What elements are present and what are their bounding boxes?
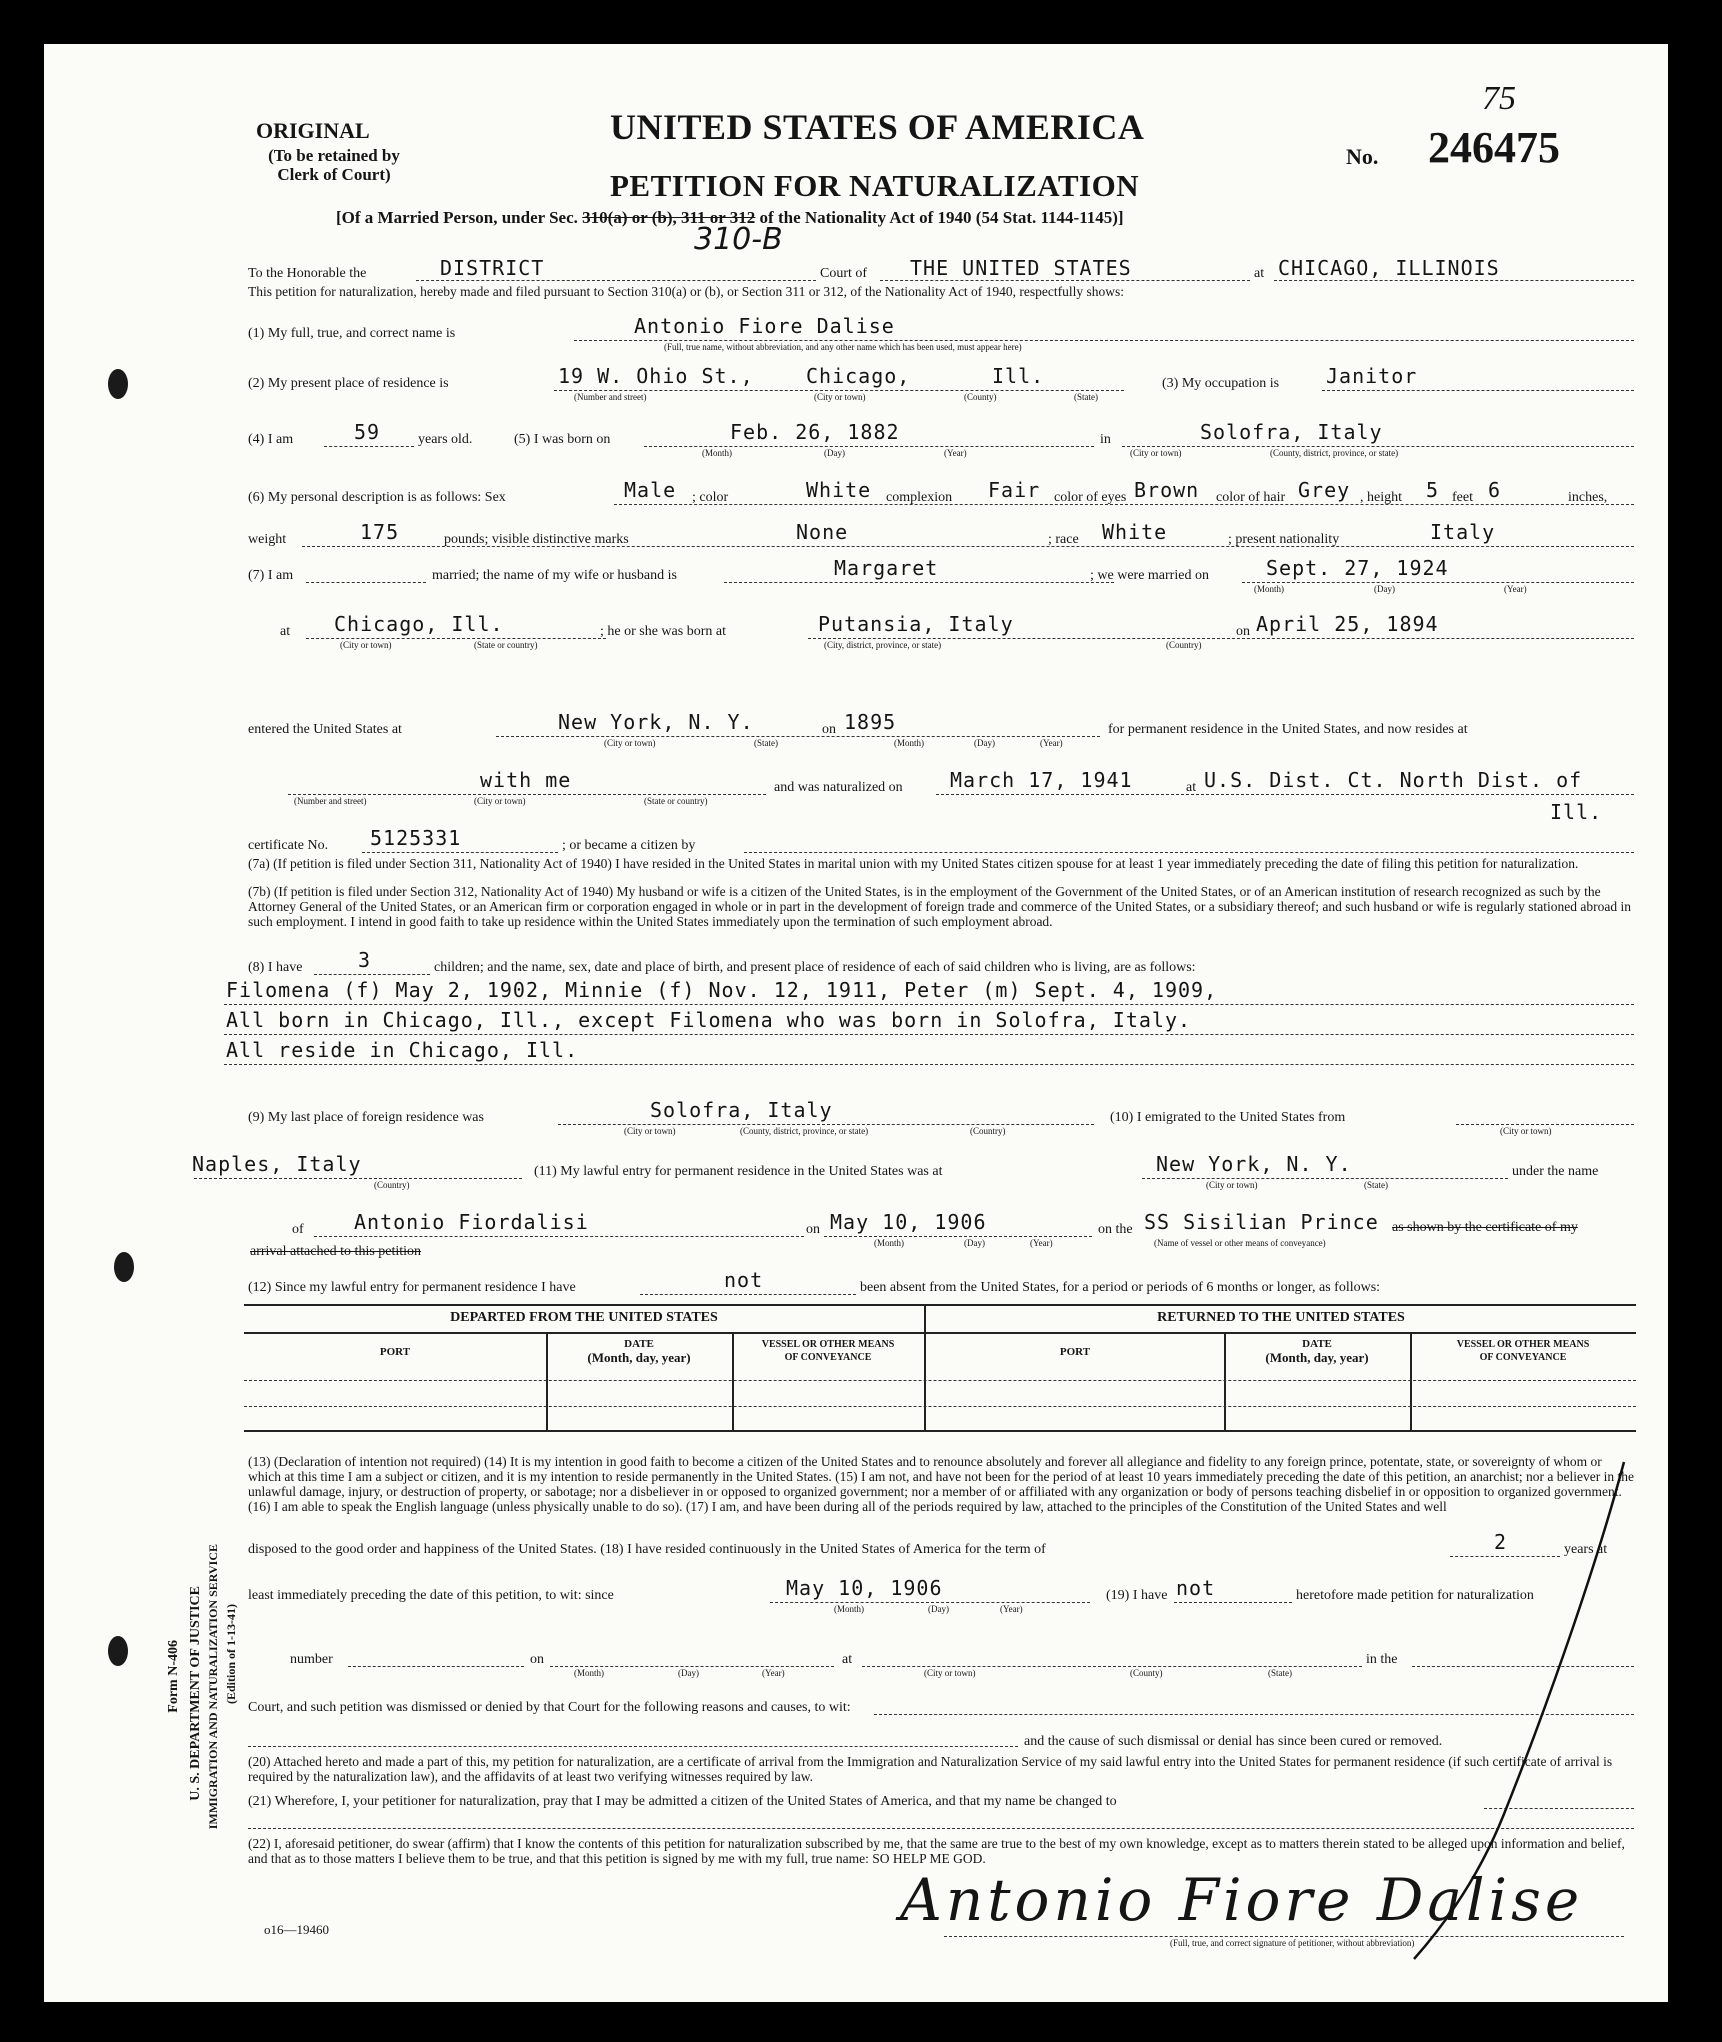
f7-married-on: ; we were married on [1090, 568, 1209, 583]
caption: (City, district, province, or state) [824, 640, 942, 650]
punch-hole [108, 1636, 128, 1666]
f1-caption: (Full, true name, without abbreviation, and any other name which has been used, must appear here) [664, 342, 1022, 352]
f22-text: (22) I, aforesaid petitioner, do swear (affirm) that I know the contents of this petition for naturalization subscribed by me, that the same are true to the best of my own knowledge, except as to matters therein stated to be alleged upon information and belief, and that as to those matters I believe them to be true, and that this petition is signed by me with my full, true name: SO HELP ME GOD. [248, 1836, 1625, 1866]
caption: (City or town) [604, 738, 656, 748]
f19-cured: and the cause of such dismissal or denial has since been cured or removed. [1024, 1734, 1443, 1749]
caption: (City or town) [1500, 1126, 1552, 1136]
color: White [806, 478, 872, 502]
f19-label: (19) I have [1106, 1588, 1168, 1603]
caption: (Year) [1040, 738, 1063, 748]
f4-suffix: years old. [418, 432, 473, 447]
f7-label: (7) I am [248, 568, 294, 583]
caption: (Month) [894, 738, 924, 748]
f7a-text: (7a) (If petition is filed under Section 311, Nationality Act of 1940) I have resided in the United States in marital union with my United States citizen spouse for at least 1 year immediately preceding the date of filing this petition for naturalization. [248, 856, 1579, 871]
f7-perm-label: for permanent residence in the United States, and now resides at [1108, 722, 1468, 737]
caption: (Number and street) [294, 796, 367, 806]
form-title: PETITION FOR NATURALIZATION [610, 168, 1140, 203]
race: White [1102, 520, 1168, 544]
sex: Male [624, 478, 677, 502]
caption: (City or town) [1206, 1180, 1258, 1190]
birth-date: Feb. 26, 1882 [730, 420, 900, 444]
retained-note: (To be retained by Clerk of Court) [268, 146, 400, 184]
caption: (Day) [678, 1668, 699, 1678]
intro-text: This petition for naturalization, hereby made and filed pursuant to Section 310(a) or (b), or Section 311 or 312, of the Nationality Act of 1940, respectfully shows: [248, 284, 1125, 299]
absence-value: not [724, 1268, 764, 1292]
f7-naturalized-at: at [1186, 780, 1197, 795]
departed-header: DEPARTED FROM THE UNITED STATES [450, 1310, 718, 1325]
side-edition: (Edition of 1-13-41) [224, 1604, 238, 1704]
caption: (State) [1364, 1180, 1388, 1190]
vessel-header: VESSEL OR OTHER MEANS OF CONVEYANCE [761, 1339, 895, 1363]
f4-label: (4) I am [248, 432, 294, 447]
port-header: PORT [379, 1346, 411, 1358]
spouse-resides: with me [480, 768, 572, 792]
caption: (Country) [970, 1126, 1006, 1136]
spouse-birthdate: April 25, 1894 [1256, 612, 1439, 636]
f12-label-b: been absent from the United States, for a period or periods of 6 months or longer, as follows: [860, 1280, 1381, 1295]
caption: (City or town) [340, 640, 392, 650]
weight: 175 [360, 520, 400, 544]
f18-since-label: least immediately preceding the date of this petition, to wit: since [248, 1588, 614, 1603]
caption: (Country) [374, 1180, 410, 1190]
returned-header: RETURNED TO THE UNITED STATES [1157, 1310, 1405, 1325]
f6-feet-label: feet [1452, 490, 1473, 505]
side-form-number: Form N-406 [166, 1640, 181, 1713]
complexion: Fair [988, 478, 1041, 502]
caption: (Year) [944, 448, 967, 458]
caption: (Day) [928, 1604, 949, 1614]
emigrated-from: Naples, Italy [192, 1152, 362, 1176]
f11-label: (11) My lawful entry for permanent residence in the United States was at [534, 1164, 943, 1179]
side-department: U. S. DEPARTMENT OF JUSTICE [188, 1586, 203, 1801]
signature-caption: (Full, true, and correct signature of petitioner, without abbreviation) [1170, 1938, 1415, 1948]
caption: (Day) [1374, 584, 1395, 594]
spouse-entry-date: 1895 [844, 710, 897, 734]
marriage-place: Chicago, Ill. [334, 612, 504, 636]
f18-years-at: years at [1564, 1542, 1608, 1557]
caption: (County) [964, 392, 997, 402]
caption: (City or town) [474, 796, 526, 806]
f3-label: (3) My occupation is [1162, 376, 1280, 391]
caption: (State or country) [474, 640, 538, 650]
caption: (Name of vessel or other means of conveyance) [1154, 1238, 1326, 1248]
age: 59 [354, 420, 381, 444]
f7-born-label: ; he or she was born at [600, 624, 726, 639]
marriage-date: Sept. 27, 1924 [1266, 556, 1449, 580]
caption: (City or town) [924, 1668, 976, 1678]
f2-label: (2) My present place of residence is [248, 376, 449, 391]
full-name: Antonio Fiore Dalise [634, 314, 895, 338]
subtitle: [Of a Married Person, under Sec. 310(a) or (b), 311 or 312 of the Nationality Act of 1940 (54 Stat. 1144-1145)] [336, 208, 1124, 227]
caption: (Month) [702, 448, 732, 458]
f6-marks-label: pounds; visible distinctive marks [444, 532, 629, 547]
children-count: 3 [358, 948, 372, 972]
previous-petition: not [1176, 1576, 1216, 1600]
residence-since: May 10, 1906 [786, 1576, 943, 1600]
vessel-name: SS Sisilian Prince [1144, 1210, 1379, 1234]
court-type: DISTRICT [440, 256, 545, 280]
caption: (County, district, province, or state) [740, 1126, 869, 1136]
residence-state: Ill. [992, 364, 1045, 388]
caption: (City or town) [1130, 448, 1182, 458]
entry-date: May 10, 1906 [830, 1210, 987, 1234]
naturalized-court-state: Ill. [1550, 800, 1603, 824]
f6-label: (6) My personal description is as follows: Sex [248, 490, 506, 505]
caption: (State) [1268, 1668, 1292, 1678]
naturalized-date: March 17, 1941 [950, 768, 1133, 792]
f19-label-b: heretofore made petition for naturalization [1296, 1588, 1534, 1603]
petition-page [44, 44, 1668, 2002]
f6-complexion-label: complexion [886, 490, 953, 505]
f6-hair-label: color of hair [1216, 490, 1286, 505]
caption: (County, district, province, or state) [1270, 448, 1399, 458]
children-line-2: All born in Chicago, Ill., except Filomena who was born in Solofra, Italy. [226, 1008, 1192, 1032]
eye-color: Brown [1134, 478, 1200, 502]
caption: (Day) [974, 738, 995, 748]
f7-at: at [280, 624, 291, 639]
caption: (Day) [824, 448, 845, 458]
caption: (State) [754, 738, 778, 748]
nationality: Italy [1430, 520, 1496, 544]
height-feet: 5 [1426, 478, 1440, 502]
check-mark-icon [1394, 1454, 1634, 1974]
f20-text: (20) Attached hereto and made a part of this, my petition for naturalization, are a certificate of arrival from the Immigration and Naturalization Service of my said lawful entry into the United States for permanent residence (if such certificate of arrival is required by the naturalization law), and the affidavits of at least two verifying witnesses required by law. [248, 1754, 1613, 1784]
vessel-header: VESSEL OR OTHER MEANS OF CONVEYANCE [1456, 1339, 1590, 1363]
f19-on: on [530, 1652, 544, 1667]
f18-label: disposed to the good order and happiness of the United States. (18) I have resided continuously in the United States of America for the term of [248, 1542, 1046, 1557]
residence-years: 2 [1494, 1530, 1508, 1554]
caption: (Month) [1254, 584, 1284, 594]
birth-place: Solofra, Italy [1200, 420, 1383, 444]
port-header: PORT [1059, 1346, 1091, 1358]
section-handwritten: 310-B [694, 222, 783, 257]
original-label: ORIGINAL [256, 118, 370, 143]
f9-label: (9) My last place of foreign residence was [248, 1110, 484, 1125]
court-of: Court of [820, 266, 868, 281]
caption: (Month) [574, 1668, 604, 1678]
caption: (Month) [834, 1604, 864, 1614]
date-header: DATE (Month, day, year) [1265, 1338, 1369, 1365]
f19-at: at [842, 1652, 853, 1667]
to-label: To the Honorable the [248, 266, 367, 281]
caption: (State or country) [644, 796, 708, 806]
f7-cert-label: certificate No. [248, 838, 329, 853]
f11-of: of [292, 1222, 304, 1237]
f19-in-the: in the [1366, 1652, 1398, 1667]
caption: (Year) [1030, 1238, 1053, 1248]
caption: (City or town) [814, 392, 866, 402]
f7-citizen-label: ; or became a citizen by [562, 838, 696, 853]
struck-text: arrival attached to this petition [250, 1244, 422, 1259]
f10-label: (10) I emigrated to the United States from [1110, 1110, 1346, 1125]
distinctive-marks: None [796, 520, 849, 544]
residence-city: Chicago, [806, 364, 911, 388]
caption: (Country) [1166, 640, 1202, 650]
f5-label: (5) I was born on [514, 432, 611, 447]
caption: (Month) [874, 1238, 904, 1248]
f6-eyes-label: color of eyes [1054, 490, 1127, 505]
country-title: UNITED STATES OF AMERICA [610, 107, 1145, 147]
date-header: DATE (Month, day, year) [587, 1338, 691, 1365]
spouse-birthplace: Putansia, Italy [818, 612, 1014, 636]
f19-number: number [290, 1652, 333, 1667]
f7-on: on [1236, 624, 1250, 639]
caption: (Year) [1504, 584, 1527, 594]
occupation: Janitor [1326, 364, 1418, 388]
f11-vessel-on: on the [1098, 1222, 1133, 1237]
f6-height-label: , height [1360, 490, 1402, 505]
punch-hole [108, 369, 128, 399]
f7-naturalized-label: and was naturalized on [774, 780, 903, 795]
children-line-1: Filomena (f) May 2, 1902, Minnie (f) Nov. 12, 1911, Peter (m) Sept. 4, 1909, [226, 978, 1218, 1002]
spouse-name: Margaret [834, 556, 939, 580]
height-inches: 6 [1488, 478, 1502, 502]
f7b-text: (7b) (If petition is filed under Section 312, Nationality Act of 1940) My husband or wife is a citizen of the United States, is in the employment of the Government of the United States, or of an American institution of research recognized as such by the Attorney General of the United States, or an American firm or corporation engaged in whole or in part in the development of foreign trade and commerce of the United States, or a subsidiary thereof; and such husband or wife is regularly stationed abroad in such employment. I intend in good faith to take up residence within the United States immediately upon the termination of such employment abroad. [248, 884, 1631, 929]
entry-port: New York, N. Y. [1156, 1152, 1352, 1176]
punch-hole [114, 1252, 134, 1282]
f11-on: on [806, 1222, 820, 1237]
certificate-number: 5125331 [370, 826, 462, 850]
court-name: THE UNITED STATES [910, 256, 1132, 280]
f7-entered-label: entered the United States at [248, 722, 402, 737]
f6-inches-label: inches, [1568, 490, 1608, 505]
caption: (Year) [1000, 1604, 1023, 1614]
residence-street: 19 W. Ohio St., [558, 364, 754, 388]
struck-text: as shown by the certificate of my [1392, 1220, 1578, 1235]
f12-label: (12) Since my lawful entry for permanent residence I have [248, 1280, 576, 1295]
f21-text: (21) Wherefore, I, your petitioner for naturalization, pray that I may be admitted a citizen of the United States of America, and that my name be changed to [248, 1794, 1117, 1809]
f6-nationality-label: ; present nationality [1228, 532, 1340, 547]
no-label: No. [1346, 144, 1379, 169]
f1-label: (1) My full, true, and correct name is [248, 326, 456, 341]
print-code: o16—19460 [264, 1922, 329, 1937]
f8-label: (8) I have [248, 960, 303, 975]
f7-married-label: married; the name of my wife or husband is [432, 568, 677, 583]
hair-color: Grey [1298, 478, 1351, 502]
f7-entry-on: on [822, 722, 836, 737]
petition-number-annotation: 75 [1482, 80, 1516, 117]
naturalized-court: U.S. Dist. Ct. North Dist. of [1204, 768, 1583, 792]
f6-weight-label: weight [248, 532, 287, 547]
f6-color-label: ; color [692, 490, 729, 505]
caption: (State) [1074, 392, 1098, 402]
f8-label-b: children; and the name, sex, date and place of birth, and present place of residence of each of said children who is living, are as follows: [434, 960, 1196, 975]
petitioner-signature: Antonio Fiore Dalise [900, 1866, 1584, 1934]
f6-race-label: ; race [1048, 532, 1079, 547]
court-city: CHICAGO, ILLINOIS [1278, 256, 1500, 280]
caption: (County) [1130, 1668, 1163, 1678]
last-foreign-residence: Solofra, Italy [650, 1098, 833, 1122]
side-service: IMMIGRATION AND NATURALIZATION SERVICE [206, 1544, 220, 1830]
children-line-3: All reside in Chicago, Ill. [226, 1038, 579, 1062]
caption: (Year) [762, 1668, 785, 1678]
f11-name-label: under the name [1512, 1164, 1599, 1179]
at-label: at [1254, 266, 1265, 281]
petition-number: 246475 [1428, 123, 1560, 172]
f13-text: (13) (Declaration of intention not required) (14) It is my intention in good faith to become a citizen of the United States and to renounce absolutely and forever all allegiance and fidelity to any foreign prince, potentate, state, or sovereignty of whom or which at this time I am a subject or citizen, and it is my intention to reside permanently in the United States. (15) I am not, and have not been for the period of at least 10 years immediately preceding the date of this petition, an anarchist; nor a believer in the unlawful damage, injury, or destruction of property, or sabotage; nor a disbeliever in or opposed to organized government; nor a member of or affiliated with any organization or body of persons teaching disbelief in or opposition to organized government. (16) I am able to speak the English language (unless physically unable to do so). (17) I am, and have been during all of the periods required by law, attached to the principles of the Constitution of the United States and well [248, 1454, 1634, 1514]
entry-name: Antonio Fiordalisi [354, 1210, 589, 1234]
caption: (Day) [964, 1238, 985, 1248]
f5-in: in [1100, 432, 1111, 447]
spouse-entry-port: New York, N. Y. [558, 710, 754, 734]
caption: (City or town) [624, 1126, 676, 1136]
f19-court-text: Court, and such petition was dismissed or denied by that Court for the following reasons and causes, to wit: [248, 1700, 851, 1715]
caption: (Number and street) [574, 392, 647, 402]
